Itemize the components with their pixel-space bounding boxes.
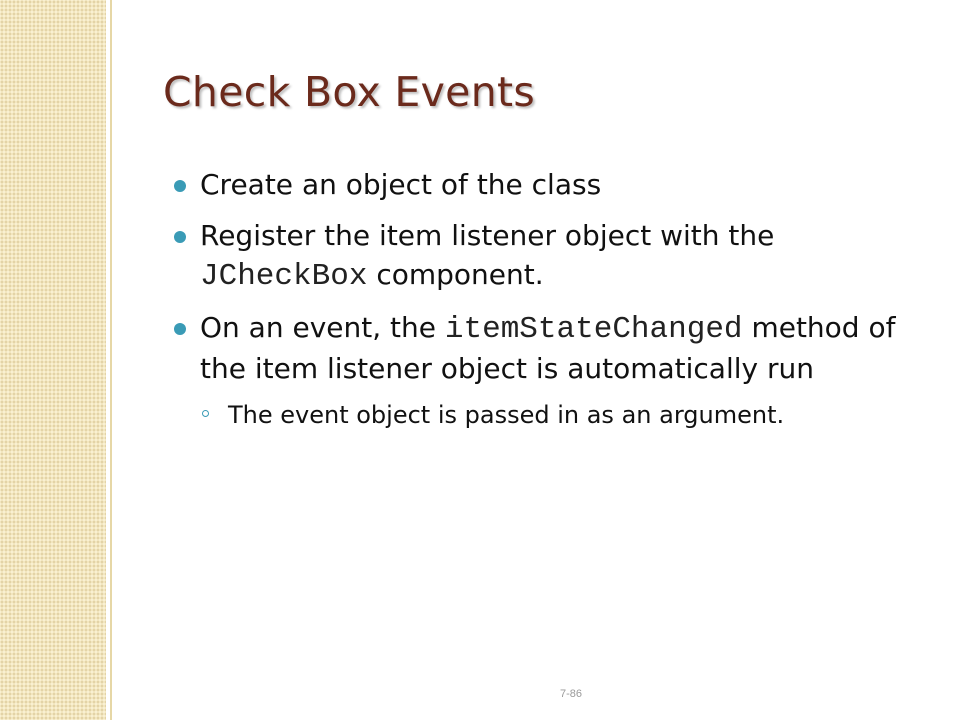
- slide-title: Check Box Events: [163, 68, 536, 116]
- bullet-list: [172, 165, 912, 432]
- hollow-circle-bullet-icon: [202, 410, 209, 417]
- bullet-item-register-listener: [172, 216, 912, 296]
- page-number: 7-86: [560, 688, 583, 700]
- sidebar-border-line: [110, 0, 112, 720]
- bullet-text-prefix: Register the item listener object with the: [200, 219, 775, 252]
- filled-circle-bullet-icon: [174, 231, 186, 243]
- bullet-item-on-event: [172, 308, 912, 388]
- code-itemstatechanged: itemStateChanged: [444, 312, 743, 347]
- bullet-text-suffix: component.: [367, 258, 544, 291]
- decorative-sidebar: [0, 0, 106, 720]
- code-jcheckbox: JCheckBox: [200, 259, 368, 294]
- sub-bullet-item-event-object: [172, 398, 912, 432]
- bullet-text: Create an object of the class: [200, 168, 602, 201]
- bullet-text-suffix: method of the item listener object is automatically run: [200, 311, 896, 385]
- bullet-item-create-object: [172, 165, 912, 204]
- sub-bullet-text: The event object is passed in as an argument.: [228, 401, 785, 429]
- bullet-text-prefix: On an event, the: [200, 311, 445, 344]
- filled-circle-bullet-icon: [174, 323, 186, 335]
- filled-circle-bullet-icon: [174, 180, 186, 192]
